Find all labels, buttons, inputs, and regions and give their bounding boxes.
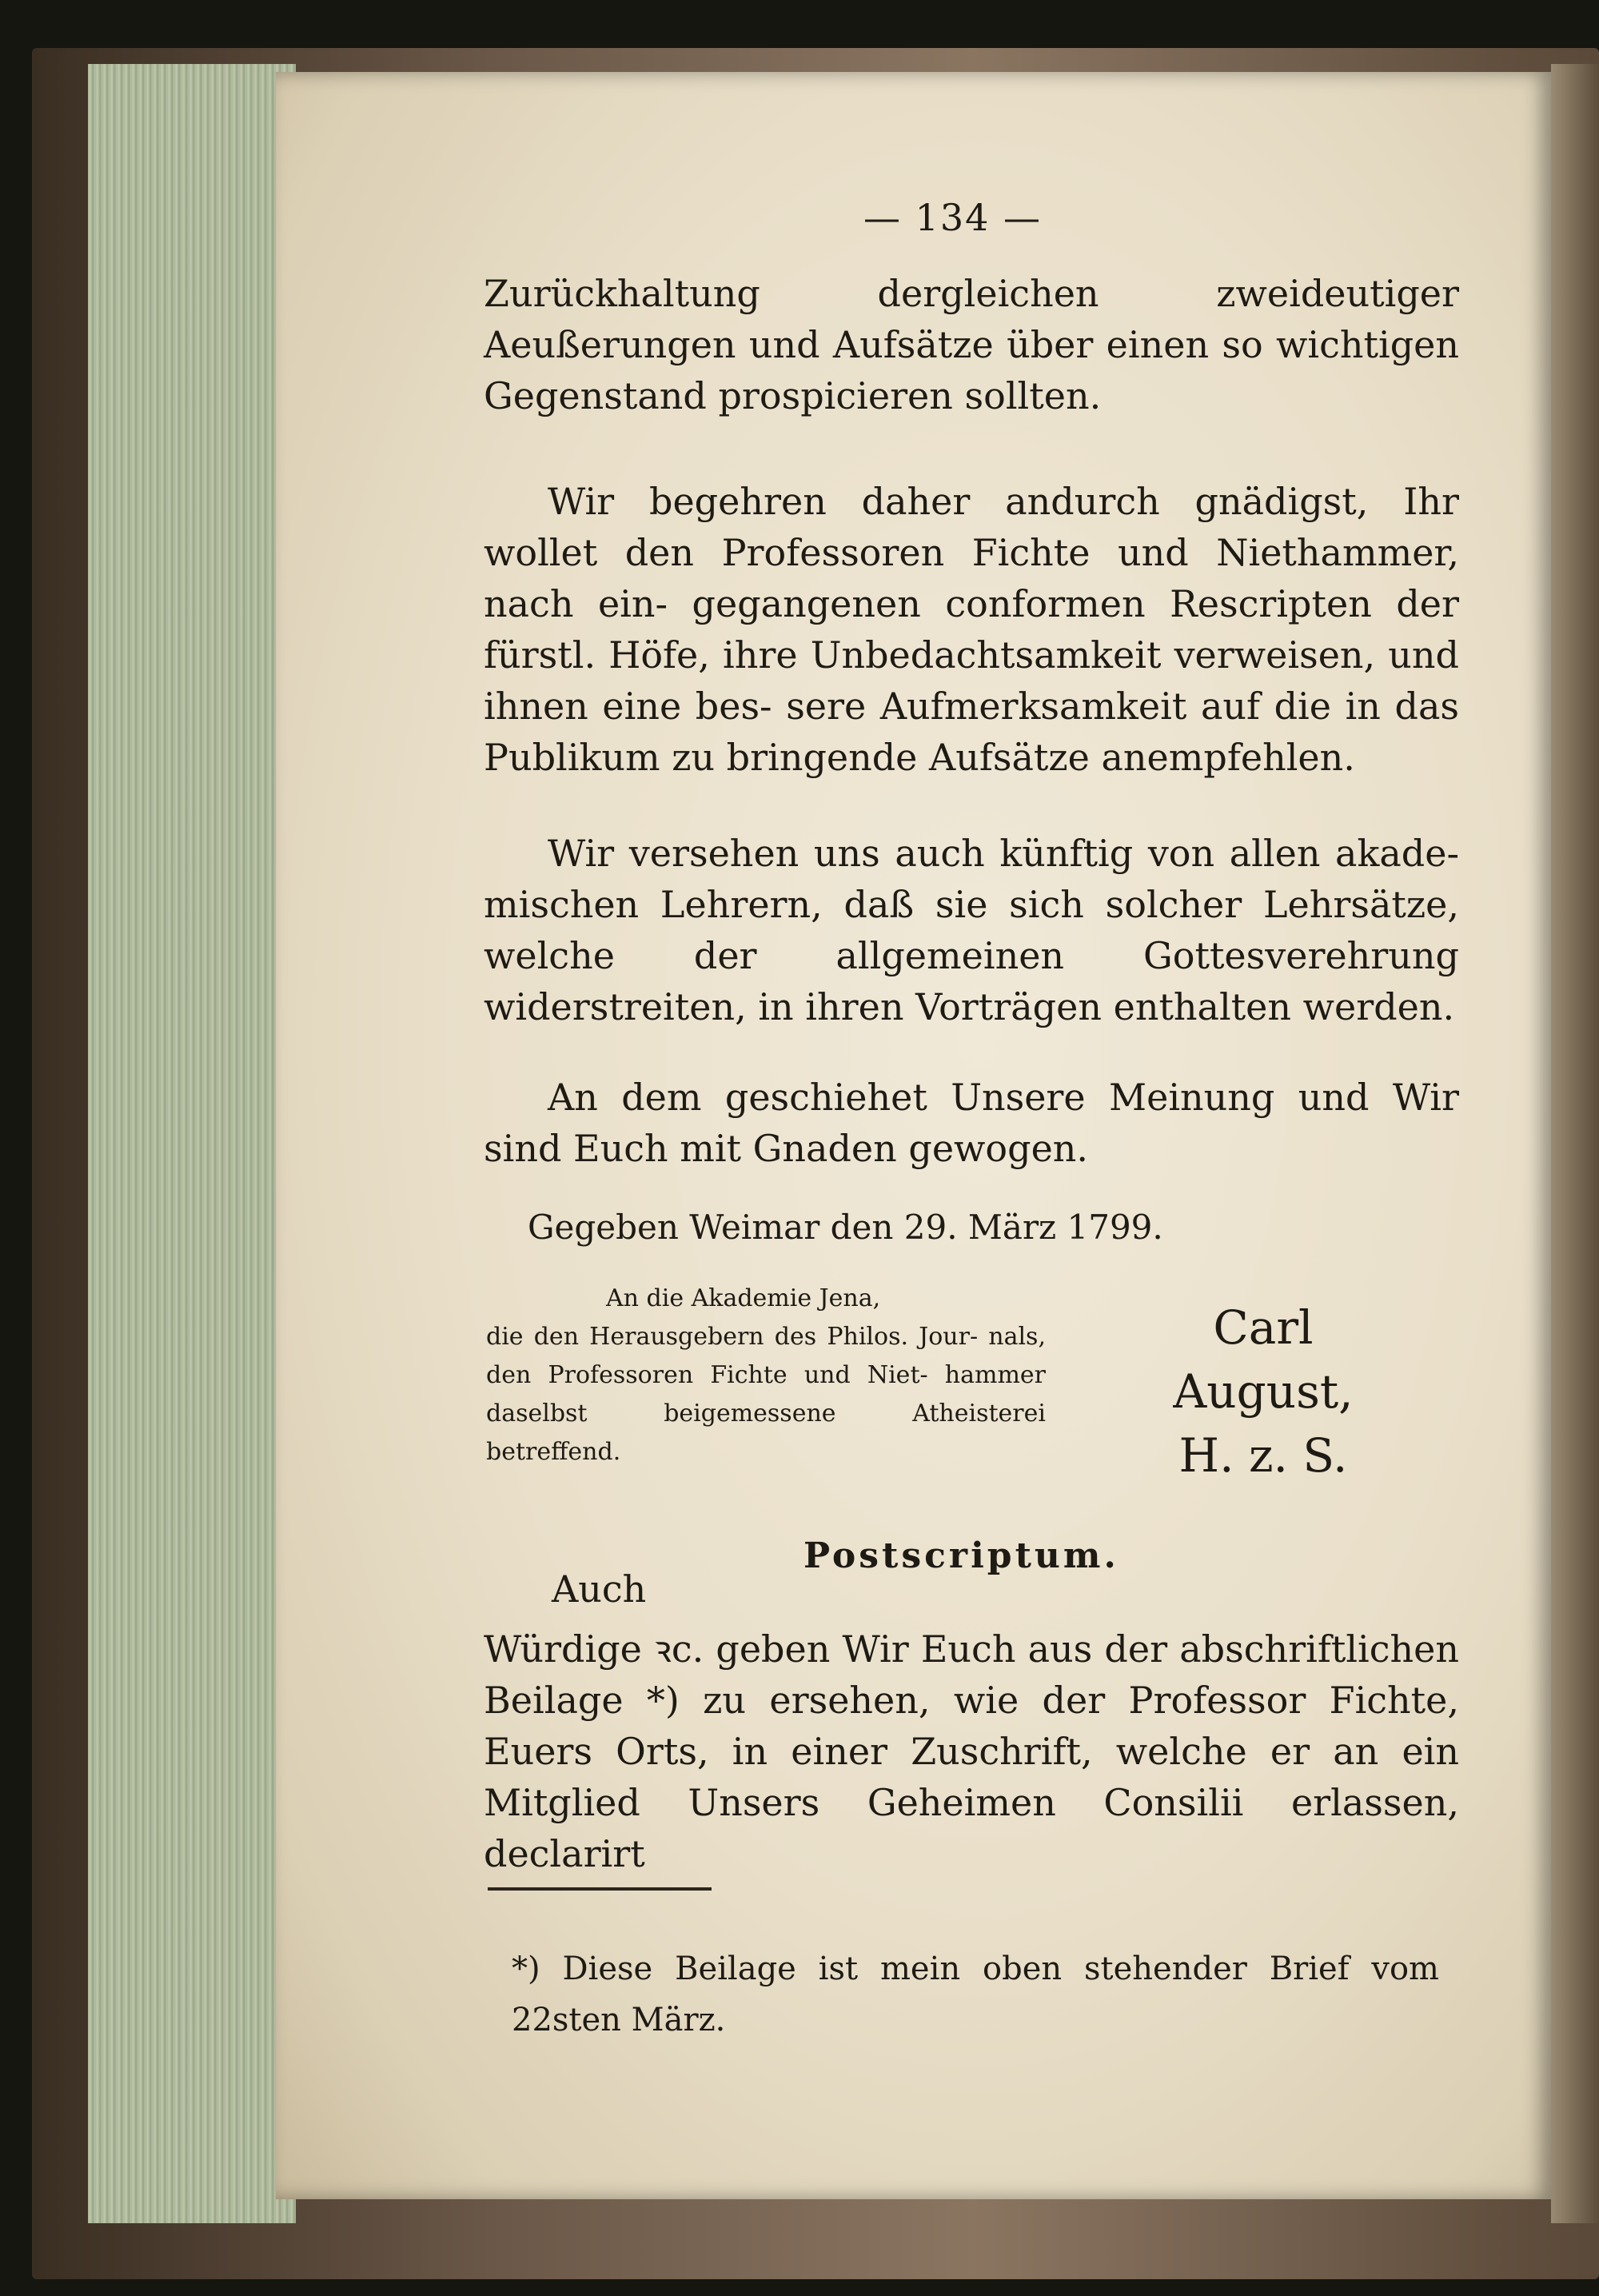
book-spine (1551, 64, 1599, 2223)
address-first-line: An die Akademie Jena, (606, 1284, 881, 1312)
paragraph-1: Zurückhaltung dergleichen zweideutiger Aeußerungen und Aufsätze über einen so wichtigen Gegenstand prospicieren sollten. (484, 272, 1459, 417)
postscript-first-word: Auch (552, 1567, 647, 1611)
footnote: *) Diese Beilage ist mein oben stehender Brief vom 22sten März. (512, 1951, 1439, 2038)
paragraph-4: An dem geschiehet Unsere Meinung und Wir sind Euch mit Gnaden gewogen. (484, 1076, 1459, 1170)
signature-title: H. z. S. (1178, 1428, 1348, 1483)
address-block (486, 1280, 1046, 1471)
address-rest: die den Herausgebern des Philos. Jour- nals, den Professoren Fichte und Niet- hammer daselbst beigemessene Atheisterei betreffend. (486, 1323, 1046, 1466)
paragraph-2: Wir begehren daher andurch gnädigst, Ihr wollet den Professoren Fichte und Niethammer, nach ein- gegangenen conformen Rescripten der fürstl. Höfe, ihre Unbedachtsamkeit verweisen, und ihnen eine bes- sere Aufmerksamkeit auf die in das Publikum zu bringende Aufsätze anempfehlen. (484, 480, 1459, 779)
signature-name: Carl August, (1173, 1300, 1354, 1419)
signature (1127, 1296, 1399, 1487)
postscript-heading: Postscriptum. (803, 1535, 1119, 1576)
postscript-paragraph: Würdige ꝛc. geben Wir Euch aus der abschriftlichen Beilage *) zu ersehen, wie der Professor Fichte, Euers Orts, in einer Zuschrift, welche er an ein Mitglied Unsers Geheimen Consilii erlassen, declarirt (484, 1627, 1459, 1875)
page-edges (88, 64, 296, 2223)
page-number: — 134 — (863, 196, 1043, 239)
paragraph-3: Wir versehen uns auch künftig von allen akade- mischen Lehrern, daß sie sich solcher Lehrsätze, welche der allgemeinen Gottesverehrung widerstreiten, in ihren Vorträgen enthalten werden. (484, 832, 1459, 1028)
footnote-rule (488, 1887, 712, 1891)
date-line: Gegeben Weimar den 29. März 1799. (528, 1208, 1163, 1247)
